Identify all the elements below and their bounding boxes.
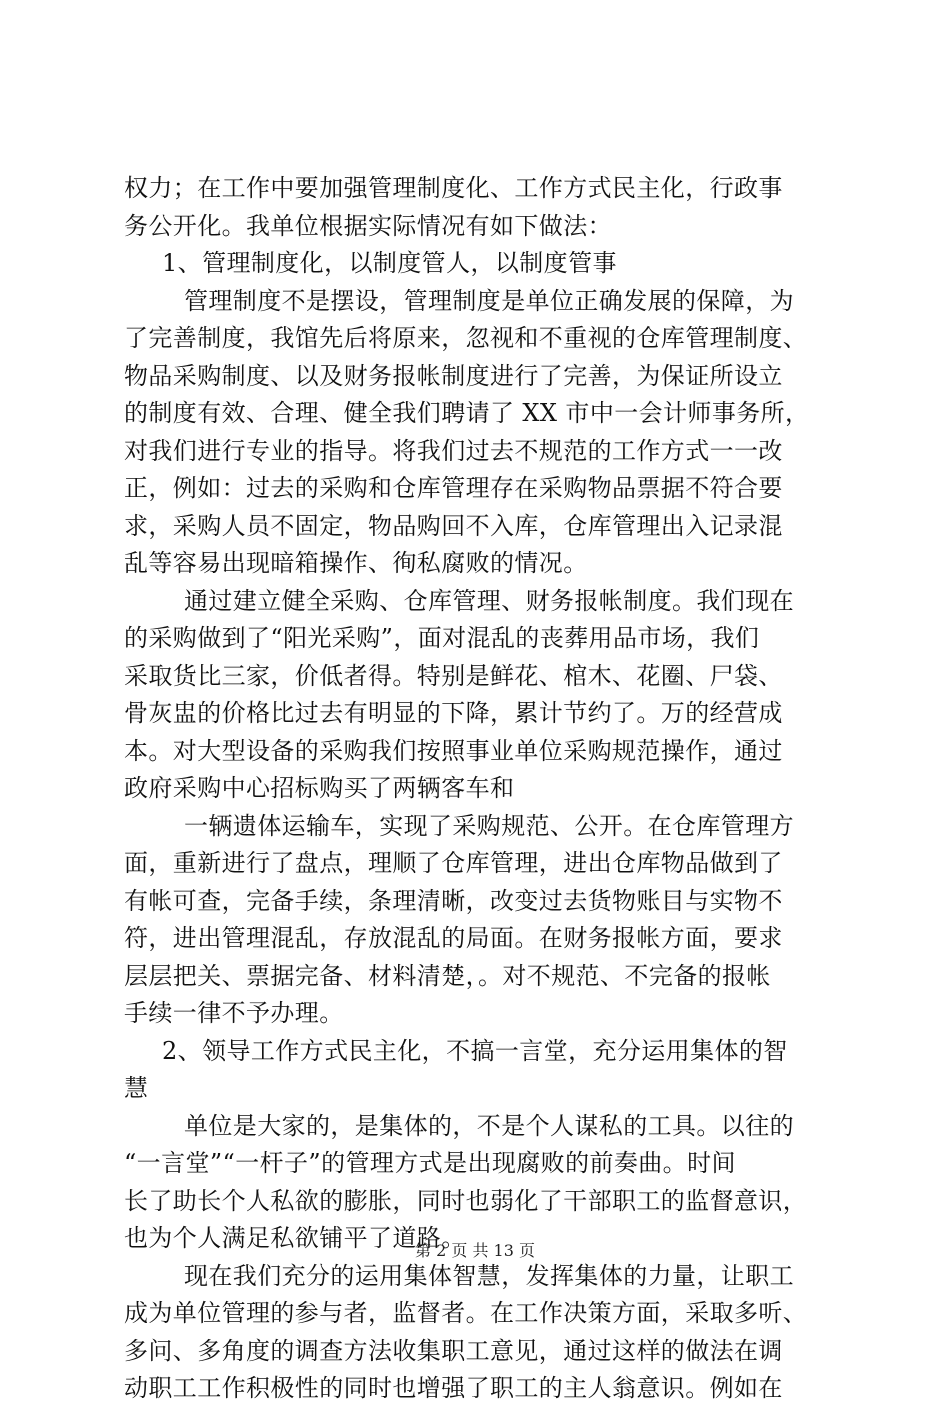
text-line: 对我们进行专业的指导。将我们过去不规范的工作方式一一改 xyxy=(124,436,783,465)
text-line: 物品采购制度、以及财务报帐制度进行了完善，为保证所设立 xyxy=(124,361,783,390)
text-line: 成为单位管理的参与者，监督者。在工作决策方面，采取多听、 xyxy=(124,1299,808,1327)
text-line: 求，采购人员不固定，物品购回不入库，仓库管理出入记录混 xyxy=(124,511,783,540)
text-line: 务公开化。我单位根据实际情况有如下做法： xyxy=(124,211,612,240)
text-line: 1、管理制度化，以制度管人，以制度管事 xyxy=(162,249,617,277)
text-line: 正，例如：过去的采购和仓库管理存在采购物品票据不符合要 xyxy=(124,474,783,502)
text-line: 的制度有效、合理、健全我们聘请了 XX 市中一会计师事务所， xyxy=(124,399,810,427)
text-line: 多问、多角度的调查方法收集职工意见，通过这样的做法在调 xyxy=(124,1336,783,1365)
text-line: 长了助长个人私欲的膨胀，同时也弱化了干部职工的监督意识， xyxy=(124,1186,808,1215)
page-footer: 第 2 页 共 13 页 xyxy=(415,1241,535,1260)
text-line: 通过建立健全采购、仓库管理、财务报帐制度。我们现在 xyxy=(184,586,794,615)
text-line: 单位是大家的，是集体的，不是个人谋私的工具。以往的 xyxy=(184,1111,794,1140)
text-line: 也为个人满足私欲铺平了道路。 xyxy=(124,1224,466,1252)
text-line: 本。对大型设备的采购我们按照事业单位采购规范操作，通过 xyxy=(124,736,783,765)
text-line: 的采购做到了“阳光采购”，面对混乱的丧葬用品市场，我们 xyxy=(124,624,760,652)
text-line: 手续一律不予办理。 xyxy=(124,999,344,1027)
text-line: 一辆遗体运输车，实现了采购规范、公开。在仓库管理方 xyxy=(184,811,794,840)
text-line: 慧 xyxy=(124,1074,149,1102)
text-line: 骨灰盅的价格比过去有明显的下降，累计节约了。万的经营成 xyxy=(124,699,783,727)
text-line: 现在我们充分的运用集体智慧，发挥集体的力量，让职工 xyxy=(184,1261,794,1290)
text-line: 2、领导工作方式民主化，不搞一言堂，充分运用集体的智 xyxy=(162,1036,788,1065)
text-line: 面，重新进行了盘点，理顺了仓库管理，进出仓库物品做到了 xyxy=(124,849,783,877)
text-line: 采取货比三家，价低者得。特别是鲜花、棺木、花圈、尸袋、 xyxy=(124,661,783,690)
text-line: 管理制度不是摆设，管理制度是单位正确发展的保障，为 xyxy=(184,286,794,315)
text-line: 政府采购中心招标购买了两辆客车和 xyxy=(124,774,515,802)
text-line: 权力；在工作中要加强管理制度化、工作方式民主化，行政事 xyxy=(124,174,783,202)
text-line: 了完善制度，我馆先后将原来，忽视和不重视的仓库管理制度、 xyxy=(124,324,808,352)
text-line: 乱等容易出现暗箱操作、徇私腐败的情况。 xyxy=(124,549,588,577)
text-line: 有帐可查，完备手续，条理清晰，改变过去货物账目与实物不 xyxy=(124,886,783,915)
text-line: 层层把关、票据完备、材料清楚，。对不规范、不完备的报帐 xyxy=(124,961,771,990)
text-line: 动职工工作积极性的同时也增强了职工的主人翁意识。例如在 xyxy=(124,1374,783,1402)
text-line: 符，进出管理混乱，存放混乱的局面。在财务报帐方面，要求 xyxy=(124,924,783,952)
document-body xyxy=(124,170,836,1408)
text-line: “一言堂”“一杆子”的管理方式是出现腐败的前奏曲。时间 xyxy=(124,1149,736,1177)
